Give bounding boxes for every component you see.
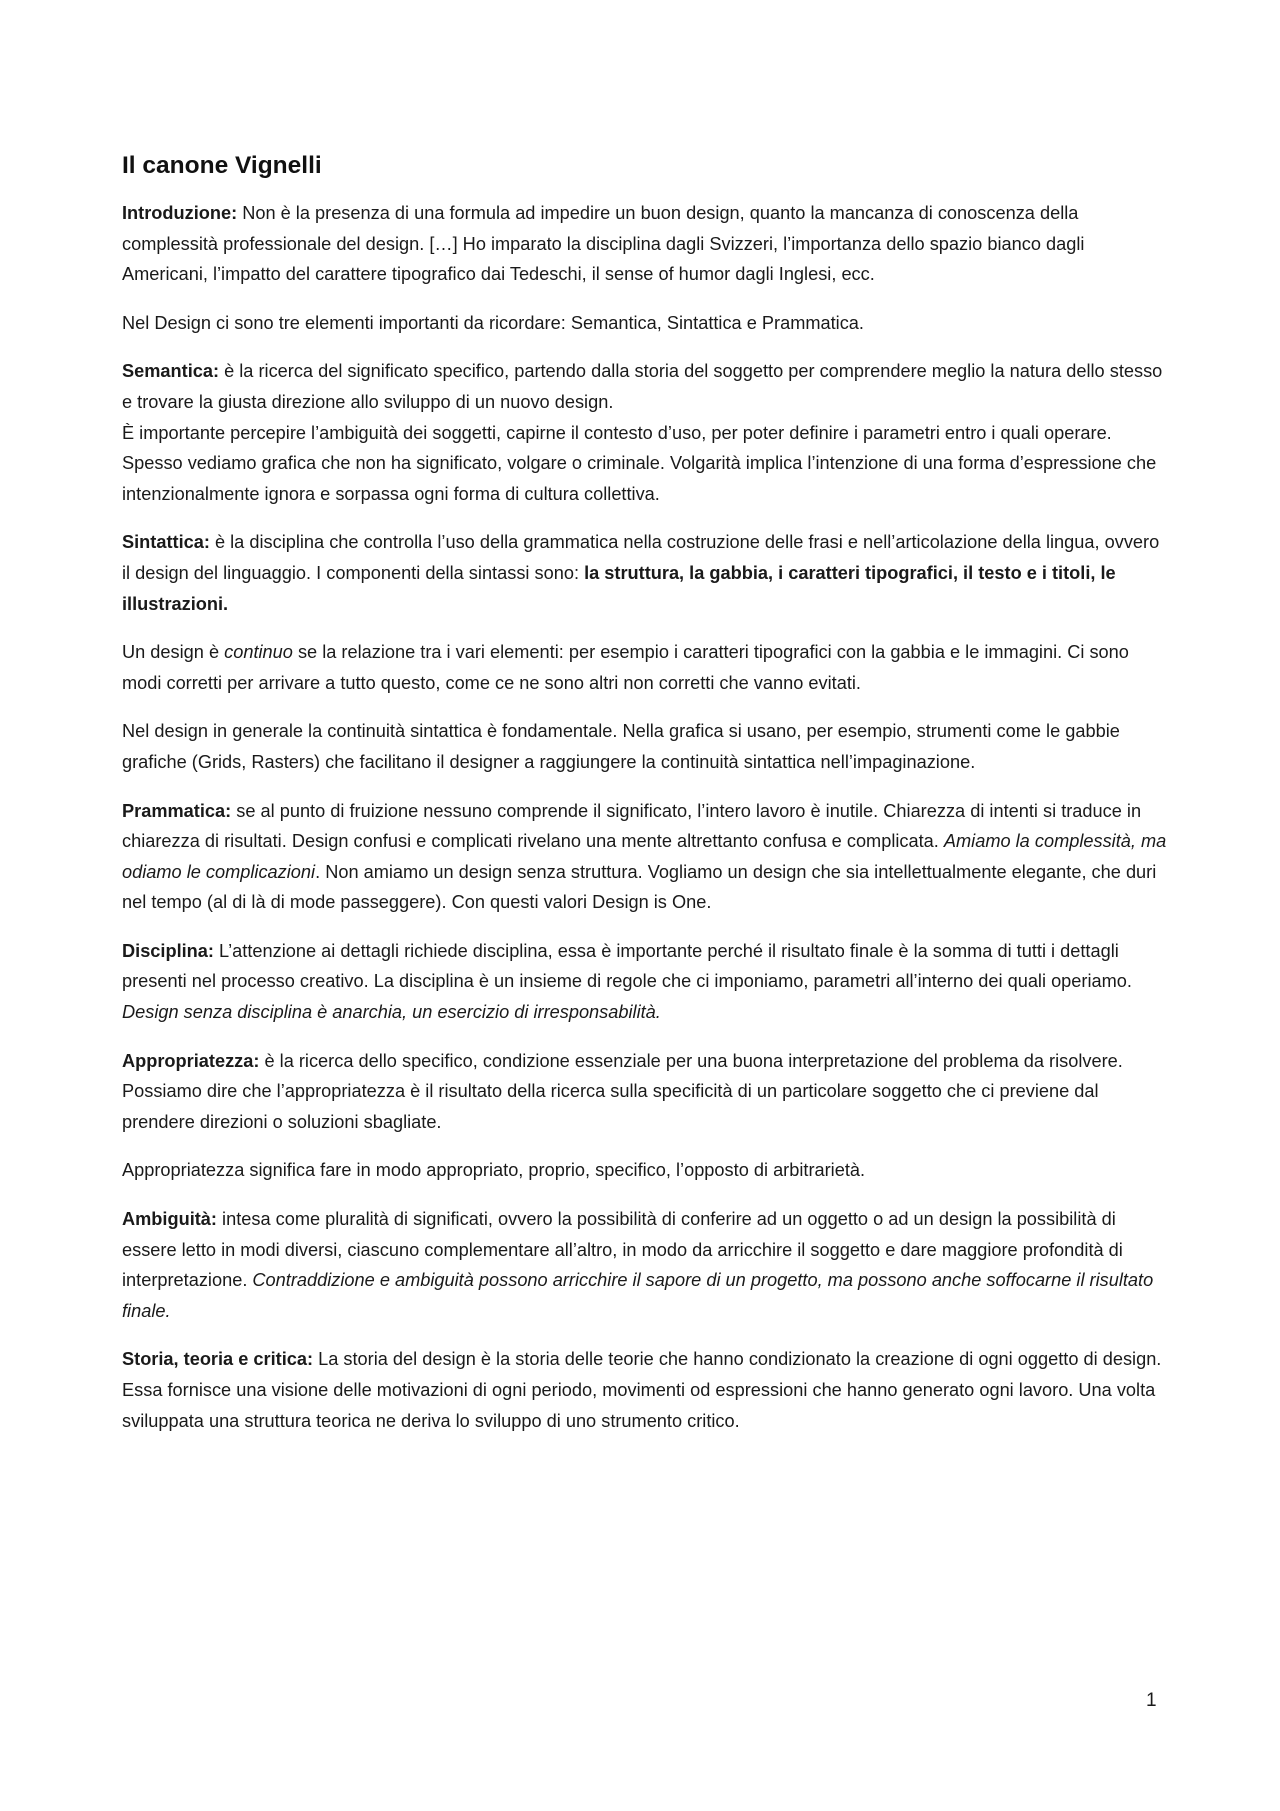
text-elementi: Nel Design ci sono tre elementi importanti da ricordare: Semantica, Sintattica e Prammatica. bbox=[122, 312, 864, 333]
lead-sintattica: Sintattica: bbox=[122, 532, 210, 553]
text-continuo-after: se la relazione tra i vari elementi: per esempio i caratteri tipografici con la gabbia e le immagini. Ci sono modi corretti per arrivare a tutto questo, come ce ne sono altri non corretti che vanno evitati. bbox=[122, 642, 1129, 693]
lead-introduzione: Introduzione: bbox=[122, 203, 238, 223]
italic-ambiguita: Contraddizione e ambiguità possono arricchire il sapore di un progetto, ma possono anche soffocarne il risultato finale. bbox=[122, 1270, 1154, 1321]
document-page bbox=[122, 150, 1172, 1454]
paragraph-semantica-continued bbox=[122, 418, 1172, 510]
text-disciplina: L’attenzione ai dettagli richiede disciplina, essa è importante perché il risultato finale è la somma di tutti i dettagli presenti nel processo creativo. La disciplina è un insieme di regole che ci imponiamo, parametri all’interno dei quali operiamo. bbox=[122, 940, 1132, 992]
text-ambiguita: intesa come pluralità di significati, ovvero la possibilità di conferire ad un oggetto o ad un design la possibilità di essere letto in modi diversi, ciascuno complementare all’altro, in modo da arricchire il soggetto e dare maggiore profondità di interpretazione. bbox=[122, 1209, 1123, 1291]
paragraph-prammatica bbox=[122, 796, 1172, 918]
italic-continuo: continuo bbox=[224, 642, 293, 663]
lead-ambiguita: Ambiguità: bbox=[122, 1209, 217, 1230]
text-storia-teoria-critica: La storia del design è la storia delle teorie che hanno condizionato la creazione di ogni oggetto di design. Essa fornisce una visione delle motivazioni di ogni periodo, movimenti od espressioni che hanno generato ogni lavoro. Una volta sviluppata una struttura teorica ne deriva lo sviluppo di uno strumento critico. bbox=[122, 1349, 1162, 1431]
text-continuita: Nel design in generale la continuità sintattica è fondamentale. Nella grafica si usano, per esempio, strumenti come le gabbie grafiche (Grids, Rasters) che facilitano il designer a raggiungere la continuità sintattica nell’impaginazione. bbox=[122, 721, 1120, 772]
text-continuo-before: Un design è bbox=[122, 642, 225, 663]
paragraph-continuita bbox=[122, 716, 1172, 777]
lead-appropriatezza: Appropriatezza: bbox=[122, 1050, 260, 1071]
paragraph-sintattica bbox=[122, 527, 1172, 619]
page-number: 1 bbox=[1146, 1690, 1157, 1711]
text-sintattica: è la disciplina che controlla l’uso della grammatica nella costruzione delle frasi e nell’articolazione della lingua, ovvero il design del linguaggio. I componenti della sintassi sono: bbox=[122, 532, 1160, 583]
lead-storia-teoria-critica: Storia, teoria e critica: bbox=[122, 1349, 314, 1370]
lead-disciplina: Disciplina: bbox=[122, 940, 214, 961]
paragraph-appropriatezza-definizione bbox=[122, 1155, 1172, 1186]
paragraph-continuo bbox=[122, 637, 1172, 698]
italic-prammatica: Amiamo la complessità, ma odiamo le complicazioni bbox=[122, 831, 1167, 882]
text-prammatica: se al punto di fruizione nessuno comprende il significato, l’intero lavoro è inutile. Chiarezza di intenti si traduce in chiarezza di risultati. Design confusi e complicati rivelano una mente altrettanto confusa e complicata. bbox=[122, 800, 1142, 852]
lead-prammatica: Prammatica: bbox=[122, 800, 232, 821]
text-appropriatezza-definizione: Appropriatezza significa fare in modo appropriato, proprio, specifico, l’opposto di arbitrarietà. bbox=[122, 1160, 866, 1181]
paragraph-semantica bbox=[122, 356, 1172, 417]
text-semantica-2: È importante percepire l’ambiguità dei soggetti, capirne il contesto d’uso, per poter definire i parametri entro i quali operare. Spesso vediamo grafica che non ha significato, volgare o criminale. Volgarità implica l’intenzione di una forma d’espressione che intenzionalmente ignora e sorpassa ogni forma di cultura collettiva. bbox=[122, 422, 1157, 504]
text-semantica: è la ricerca del significato specifico, partendo dalla storia del soggetto per comprendere meglio la natura dello stesso e trovare la giusta direzione allo sviluppo di un nuovo design. bbox=[122, 361, 1163, 412]
paragraph-appropriatezza bbox=[122, 1046, 1172, 1138]
paragraph-elementi bbox=[122, 308, 1172, 339]
text-introduzione: Non è la presenza di una formula ad impedire un buon design, quanto la mancanza di conoscenza della complessità professionale del design. […] Ho imparato la disciplina dagli Svizzeri, l’importanza dello spazio bianco dagli Americani, l’impatto del carattere tipografico dai Tedeschi, il sense of humor dagli Inglesi, ecc. bbox=[122, 203, 1085, 285]
italic-disciplina: Design senza disciplina è anarchia, un esercizio di irresponsabilità. bbox=[122, 1002, 661, 1023]
paragraph-storia-teoria-critica bbox=[122, 1344, 1172, 1436]
bold-sintassi-componenti: la struttura, la gabbia, i caratteri tipografici, il testo e i titoli, le illustrazioni. bbox=[122, 562, 1116, 614]
document-title: Il canone Vignelli bbox=[122, 152, 322, 179]
text-prammatica-after: . Non amiamo un design senza struttura. Vogliamo un design che sia intellettualmente elegante, che duri nel tempo (al di là di mode passeggere). Con questi valori Design is One. bbox=[122, 861, 1157, 913]
text-appropriatezza: è la ricerca dello specifico, condizione essenziale per una buona interpretazione del problema da risolvere. Possiamo dire che l’appropriatezza è il risultato della ricerca sulla specificità di un particolare soggetto che ci previene dal prendere direzioni o soluzioni sbagliate. bbox=[122, 1050, 1123, 1132]
lead-semantica: Semantica: bbox=[122, 361, 220, 382]
paragraph-introduzione bbox=[122, 198, 1172, 290]
paragraph-disciplina bbox=[122, 936, 1172, 1028]
paragraph-ambiguita bbox=[122, 1204, 1172, 1326]
